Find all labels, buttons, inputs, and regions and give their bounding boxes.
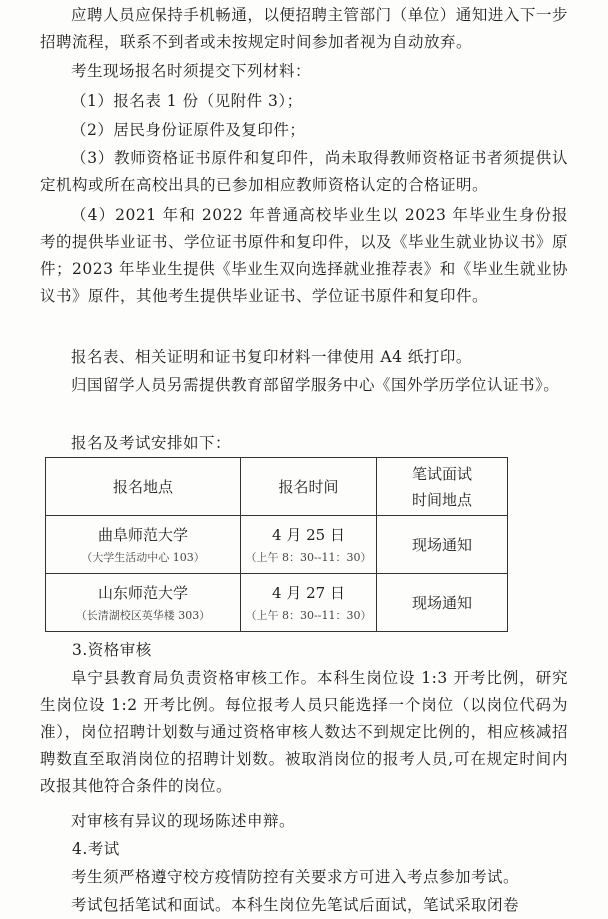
- paragraph-materials-intro: 考生现场报名时须提交下列材料：: [71, 62, 312, 80]
- paragraph-schedule-intro: 报名及考试安排如下：: [71, 434, 232, 452]
- paragraph-exam-format: 考试包括笔试和面试。本科生岗位先笔试后面试，笔试采取闭卷: [71, 896, 520, 914]
- header-place: 报名地点: [46, 458, 241, 516]
- cell-exam: 现场通知: [377, 574, 508, 632]
- section-3-title: 3.资格审核: [72, 641, 152, 659]
- cell-time: 4 月 27 日 （上午 8：30--11：30）: [241, 574, 377, 632]
- cell-place: 曲阜师范大学 （大学生活动中心 103）: [46, 516, 241, 574]
- paragraph-epidemic: 考生须严格遵守校方疫情防控有关要求方可进入考点参加考试。: [71, 868, 520, 886]
- cell-exam: 现场通知: [377, 516, 508, 574]
- section-4-title: 4.考试: [72, 840, 120, 858]
- paragraph-objection: 对审核有异议的现场陈述申辩。: [71, 812, 296, 830]
- paragraph-review: 阜宁县教育局负责资格审核工作。本科生岗位设 1:3 开考比例，研究生岗位设 1:2 开考比例。每位报考人员只能选择一个岗位（以岗位代码为准），岗位招聘计划数与通过资格审核人数达不到规定比例的，相应核减招聘数直至取消岗位的招聘计划数。被取消岗位的报考人员,可在规定时间内改报其他符合条件的岗位。: [40, 669, 568, 795]
- header-time: 报名时间: [241, 458, 377, 516]
- header-exam: 笔试面试 时间地点: [377, 458, 508, 516]
- cell-place: 山东师范大学 （长清湖校区英华楼 303）: [46, 574, 241, 632]
- table-row: [46, 574, 508, 632]
- schedule-table: [45, 457, 508, 632]
- table-header-row: [46, 458, 508, 516]
- cell-time: 4 月 25 日 （上午 8：30--11：30）: [241, 516, 377, 574]
- paragraph-overseas: 归国留学人员另需提供教育部留学服务中心《国外学历学位认证书》。: [71, 376, 560, 394]
- paragraph-a4: 报名表、相关证明和证书复印材料一律使用 A4 纸打印。: [71, 348, 472, 366]
- paragraph-contact: 应聘人员应保持手机畅通，以便招聘主管部门（单位）通知进入下一步招聘流程，联系不到者或未按规定时间参加者视为自动放弃。: [40, 6, 568, 51]
- table-row: [46, 516, 508, 574]
- paragraph-item-4: （4）2021 年和 2022 年普通高校毕业生以 2023 年毕业生身份报考的提供毕业证书、学位证书原件和复印件，以及《毕业生就业协议书》原件；2023 年毕业生提供《毕业生双向选择就业推荐表》和《毕业生就业协议书》原件，其他考生提供毕业证书、学位证书原件和复印件。: [40, 206, 569, 305]
- paragraph-item-1: （1）报名表 1 份（见附件 3）；: [71, 92, 303, 110]
- paragraph-item-2: （2）居民身份证原件及复印件；: [71, 121, 306, 139]
- paragraph-item-3: （3）教师资格证书原件和复印件，尚未取得教师资格证书者须提供认定机构或所在高校出具的已参加相应教师资格认定的合格证明。: [40, 149, 568, 194]
